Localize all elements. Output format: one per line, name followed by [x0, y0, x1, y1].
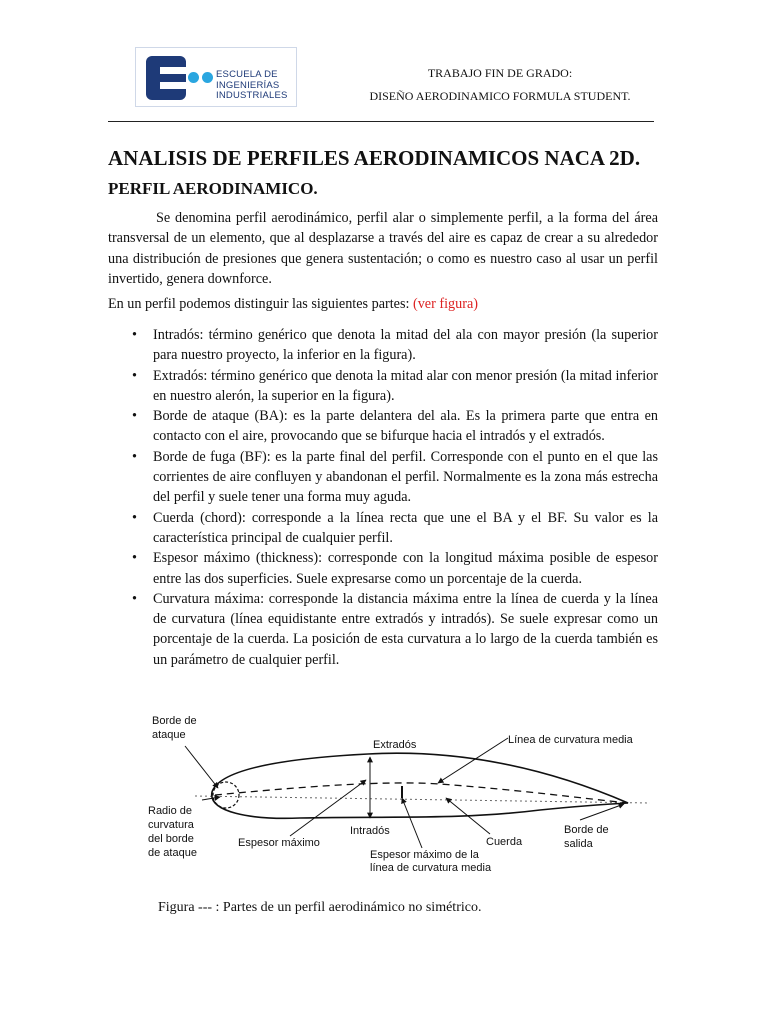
parts-intro-paragraph: [108, 294, 658, 314]
list-item-text: Borde de fuga (BF): es la parte final del perfil. Corresponde con el punto en el que las corrientes de aire confluyen y abandonan el perfil. Normalmente es la zona más estrecha del perfil y suele tener una forma muy aguda.: [153, 448, 658, 506]
school-logo: [135, 47, 297, 107]
list-item: [108, 447, 658, 508]
label-radio-2: curvatura: [148, 819, 194, 831]
parts-list: [108, 325, 658, 670]
list-item: [108, 589, 658, 670]
list-item: [108, 325, 658, 366]
logo-dot-1: [188, 72, 199, 83]
leader-radio: [202, 797, 220, 800]
mean-camber-line: [215, 783, 628, 803]
bullet-icon: •: [132, 509, 137, 526]
header-divider: [108, 121, 654, 122]
label-extrados: Extradós: [373, 739, 417, 751]
logo-dot-2: [202, 72, 213, 83]
logo-text: [216, 70, 288, 102]
label-radio-4: de ataque: [148, 847, 197, 859]
figure-caption: Figura --- : Partes de un perfil aerodinámico no simétrico.: [158, 900, 482, 915]
list-item-text: Intradós: término genérico que denota la mitad del ala con mayor presión (la superior para nuestro proyecto, la inferior en la figura).: [153, 327, 658, 364]
label-espesor-maximo: Espesor máximo: [238, 837, 320, 849]
label-espesor-curv-2: línea de curvatura media: [370, 862, 492, 874]
label-radio-1: Radio de: [148, 805, 193, 817]
leader-linea-curvatura: [438, 738, 508, 783]
bullet-icon: •: [132, 367, 137, 384]
airfoil-figure: [140, 708, 660, 888]
label-borde-salida-2: salida: [564, 838, 593, 850]
list-item: [108, 548, 658, 589]
list-item-text: Espesor máximo (thickness): corresponde con la longitud máxima posible de espesor entre las dos superficies. Suele expresarse como un porcentaje de la cuerda.: [153, 550, 658, 587]
label-cuerda: Cuerda: [486, 836, 523, 848]
header-line-2: DISEÑO AERODINAMICO FORMULA STUDENT.: [369, 89, 631, 103]
logo-line-1: ESCUELA DE: [216, 69, 278, 80]
list-item: [108, 406, 658, 447]
leader-borde-ataque: [185, 746, 218, 788]
bullet-icon: •: [132, 408, 137, 425]
page-title: ANALISIS DE PERFILES AERODINAMICOS NACA 2D.: [108, 146, 641, 170]
bullet-icon: •: [132, 550, 137, 567]
logo-line-2: INGENIERÍAS: [216, 79, 280, 91]
airfoil-outline: [212, 753, 628, 818]
logo-e-mark-icon: [146, 56, 188, 100]
list-item: [108, 366, 658, 407]
chord-axis-line: [195, 796, 650, 803]
label-borde-ataque-2: ataque: [152, 729, 186, 741]
see-figure-link[interactable]: (ver figura): [412, 296, 478, 312]
header-line-1: TRABAJO FIN DE GRADO:: [427, 66, 573, 80]
parts-intro-text: En un perfil podemos distinguir las siguientes partes:: [108, 296, 410, 312]
bullet-icon: •: [132, 590, 137, 607]
logo-line-3: INDUSTRIALES: [216, 90, 288, 101]
list-item: [108, 508, 658, 549]
list-item-text: Extradós: término genérico que denota la mitad alar con menor presión (la mitad inferior en nuestro alerón, la superior en la figura).: [153, 367, 658, 404]
list-item-text: Cuerda (chord): corresponde a la línea recta que une el BA y el BF. Su valor es la característica principal de cualquier perfil.: [153, 509, 658, 546]
leader-espesor-curvatura: [402, 798, 422, 848]
label-borde-salida-1: Borde de: [564, 824, 609, 836]
label-intrados: Intradós: [350, 825, 390, 837]
section-title: PERFIL AERODINAMICO.: [108, 179, 318, 198]
label-radio-3: del borde: [148, 833, 194, 845]
list-item-text: Borde de ataque (BA): es la parte delantera del ala. Es la primera parte que entra en contacto con el aire, provocando que se bifurque hacia el intradós y el extradós.: [153, 408, 658, 445]
list-item-text: Curvatura máxima: corresponde la distancia máxima entre la línea de cuerda y la línea de curvatura (línea equidistante entre extradós y intradós). Se suele expresar como un porcentaje de la cuerda. La posición de esta curvatura a lo largo de la cuerda también es un parámetro de cualquier perfil.: [153, 590, 658, 668]
label-borde-ataque-1: Borde de: [152, 715, 197, 727]
bullet-icon: •: [132, 448, 137, 465]
intro-paragraph: Se denomina perfil aerodinámico, perfil alar o simplemente perfil, a la forma del área transversal de un elemento, que al desplazarse a través del aire es capaz de crear a su alrededor una distribución de presiones que genera sustentación; o como es nuestro caso al usar un perfil invertido, genera downforce.: [108, 210, 658, 287]
bullet-icon: •: [132, 327, 137, 343]
label-linea-curvatura: Línea de curvatura media: [508, 734, 633, 746]
label-espesor-curv-1: Espesor máximo de la: [370, 849, 479, 861]
